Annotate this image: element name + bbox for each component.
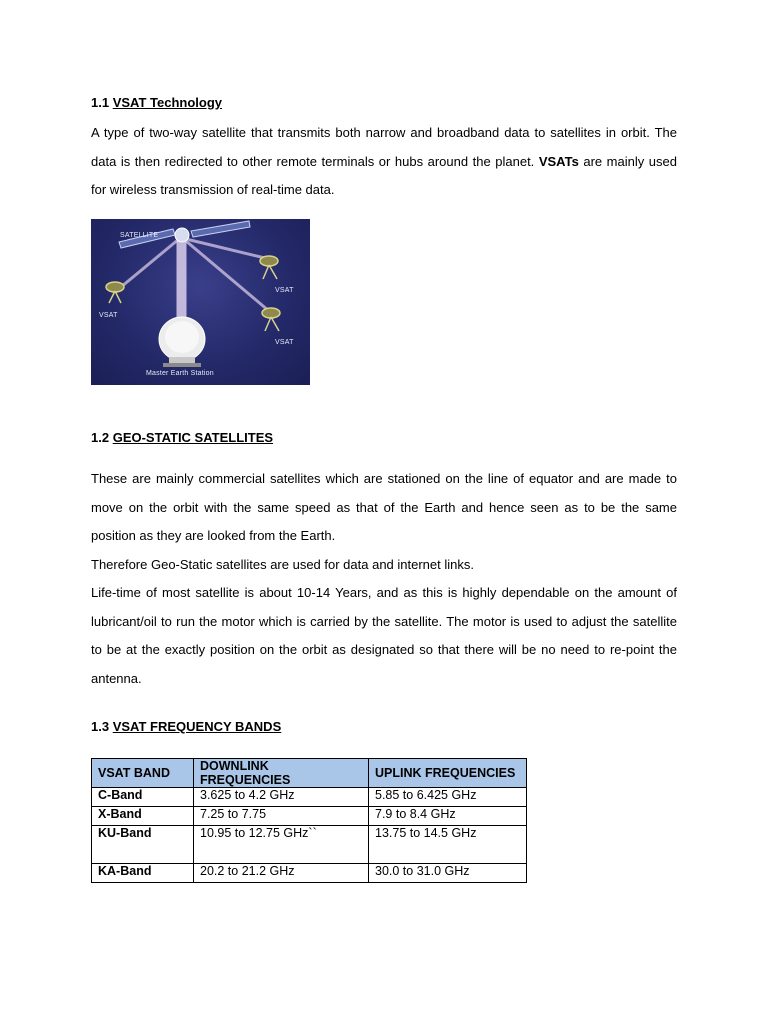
master-earth-station-dish: [159, 317, 205, 367]
section-number: 1.3: [91, 719, 110, 734]
label-vsat-right-top: VSAT: [275, 287, 294, 294]
uplink-cell: 30.0 to 31.0 GHz: [369, 864, 527, 883]
table-row: [92, 807, 527, 826]
vsat-dish-right-bottom: [262, 308, 280, 331]
section-title: VSAT FREQUENCY BANDS: [112, 719, 282, 734]
uplink-cell: 5.85 to 6.425 GHz: [369, 788, 527, 807]
label-satellite: SATELLITE: [120, 232, 159, 239]
band-cell: C-Band: [92, 788, 194, 807]
column-header: DOWNLINK FREQUENCIES: [194, 759, 369, 788]
column-header: UPLINK FREQUENCIES: [369, 759, 527, 788]
band-cell: X-Band: [92, 807, 194, 826]
downlink-cell: 3.625 to 4.2 GHz: [194, 788, 369, 807]
paragraph-text: A type of two-way satellite that transmits both narrow and broadband data to satellites in orbit. The data is then redirected to other remote terminals or hubs around the planet.: [91, 125, 677, 169]
bold-term: VSATs: [538, 153, 579, 169]
table-row: [92, 864, 527, 883]
downlink-cell: 7.25 to 7.75: [194, 807, 369, 826]
column-header: VSAT BAND: [92, 759, 194, 788]
vsat-dish-right-top: [260, 256, 278, 279]
label-vsat-left: VSAT: [99, 312, 118, 319]
section-number: 1.1: [91, 95, 110, 110]
vsat-network-diagram: [91, 219, 310, 385]
section-title: VSAT Technology: [112, 95, 223, 110]
frequency-bands-table: [91, 758, 527, 883]
section-1-3-heading: [91, 719, 281, 735]
paragraph: Life-time of most satellite is about 10-14 Years, and as this is highly dependable on the amount of lubricant/oil to run the motor which is carried by the satellite. The motor is used to adjust the satellite to be at the exactly position on the orbit as designated so that there will be no need to re-point the antenna.: [91, 585, 677, 686]
section-1-2-body: [91, 465, 677, 693]
band-cell: KA-Band: [92, 864, 194, 883]
section-title: GEO-STATIC SATELLITES: [112, 430, 274, 445]
table-row: [92, 826, 527, 864]
paragraph: Therefore Geo-Static satellites are used for data and internet links.: [91, 556, 474, 572]
label-master-earth-station: Master Earth Station: [146, 370, 214, 377]
label-vsat-right-bottom: VSAT: [275, 339, 294, 346]
section-number: 1.2: [91, 430, 110, 445]
diagram-graphic: [91, 219, 310, 385]
table-row: [92, 788, 527, 807]
section-1-2-heading: [91, 430, 273, 446]
uplink-cell: 13.75 to 14.5 GHz: [369, 826, 527, 864]
paragraph: These are mainly commercial satellites which are stationed on the line of equator and are made to move on the orbit with the same speed as that of the Earth and hence seen as to be the same position as they are looked from the Earth.: [91, 471, 677, 543]
section-1-1-heading: [91, 95, 222, 111]
vsat-dish-left: [106, 282, 124, 303]
table-header-row: [92, 759, 527, 788]
downlink-cell: 20.2 to 21.2 GHz: [194, 864, 369, 883]
downlink-cell: 10.95 to 12.75 GHz``: [194, 826, 369, 864]
paragraph-text: are mainly used for wireless transmission of real-time data.: [91, 153, 677, 197]
band-cell: KU-Band: [92, 826, 194, 864]
uplink-cell: 7.9 to 8.4 GHz: [369, 807, 527, 826]
section-1-1-paragraph: [91, 119, 677, 205]
